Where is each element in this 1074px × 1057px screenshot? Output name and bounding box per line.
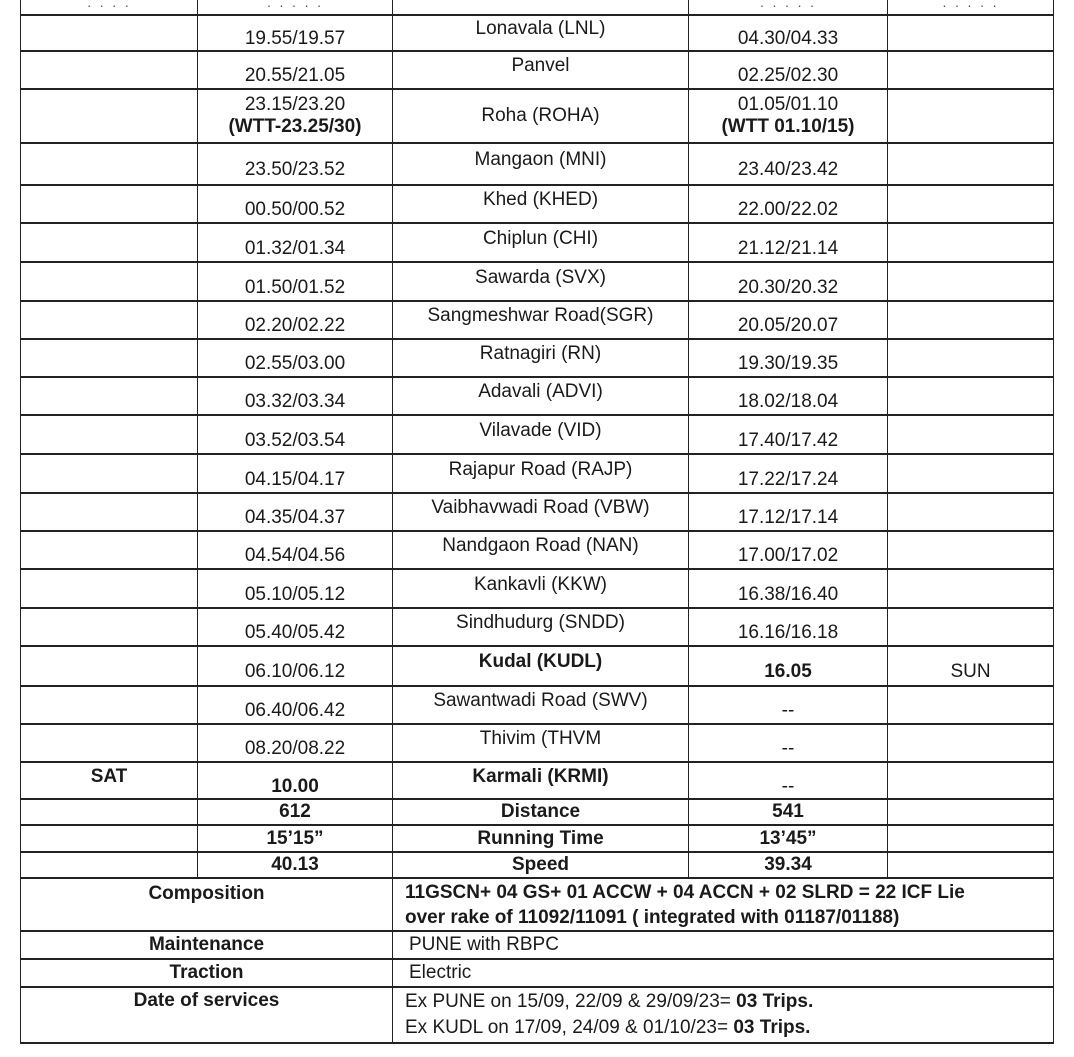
up-time-cell (197, 455, 392, 492)
maintenance-label-text: Maintenance (148, 934, 265, 955)
summary-empty-cell (887, 800, 1054, 824)
station-name: Mangaon (MNI) (474, 149, 607, 170)
station-cell (392, 186, 688, 222)
day-up-cell (20, 144, 197, 184)
station-row (20, 763, 1054, 800)
day-up-cell (20, 687, 197, 723)
down-time-cell (688, 144, 887, 184)
header-text: · · · · · (942, 0, 999, 13)
station-name: Vilavade (VID) (479, 419, 602, 441)
station-row (20, 340, 1054, 378)
day-up-cell (20, 532, 197, 568)
station-cell (392, 416, 688, 453)
station-cell (392, 16, 688, 50)
up-time: 01.32/01.34 (244, 237, 346, 259)
day-up-cell (20, 263, 197, 300)
up-time-cell (197, 416, 392, 453)
down-time: 16.05 (764, 661, 812, 682)
station-name: Sawantwadi Road (SWV) (433, 690, 648, 711)
station-name: Kankavli (KKW) (473, 573, 608, 595)
up-time: 02.55/03.00 (244, 353, 346, 374)
summary-up-value: 612 (279, 801, 311, 822)
up-time: 20.55/21.05 (244, 65, 346, 86)
maintenance-label (20, 932, 392, 958)
station-name: Rajapur Road (RAJP) (448, 458, 633, 480)
header-text: · · · · · (266, 0, 324, 13)
up-time-cell (197, 224, 392, 261)
up-time: 02.20/02.22 (244, 315, 346, 336)
down-time: 16.38/16.40 (737, 583, 839, 605)
up-wtt-note: (WTT-23.25/30) (228, 116, 362, 137)
header-cell (392, 0, 688, 14)
station-name: Roha (ROHA) (481, 105, 600, 126)
up-time-cell (197, 532, 392, 568)
summary-up-value: 15’15” (266, 827, 324, 849)
station-name: Karmali (KRMI) (472, 765, 609, 787)
down-time: 21.12/21.14 (737, 237, 839, 259)
station-row (20, 90, 1054, 144)
station-name: Vaibhavwadi Road (VBW) (431, 497, 650, 518)
down-time-cell (688, 687, 887, 723)
summary-label-cell (392, 853, 688, 877)
up-time: 23.50/23.52 (244, 159, 346, 180)
up-time-cell (197, 647, 392, 685)
station-row (20, 186, 1054, 224)
summary-empty-cell (20, 800, 197, 824)
dates-line-1-trips: 03 Trips. (736, 991, 814, 1012)
up-time-cell (197, 763, 392, 798)
station-row (20, 263, 1054, 302)
down-time: 02.25/02.30 (737, 65, 839, 86)
down-time: -- (781, 775, 795, 797)
up-time: 05.40/05.42 (244, 622, 346, 643)
day-up-text: SAT (90, 765, 128, 787)
day-up-cell (20, 186, 197, 222)
summary-empty-cell (887, 853, 1054, 877)
dates-line-1-text: Ex PUNE on 15/09, 22/09 & 29/09/23= (405, 991, 737, 1012)
up-time-cell (197, 263, 392, 300)
down-time-cell (688, 763, 887, 798)
maintenance-value (392, 932, 1054, 958)
up-time-cell (197, 16, 392, 50)
down-time-cell (688, 725, 887, 761)
station-cell (392, 609, 688, 645)
up-time-cell (197, 378, 392, 414)
day-up-cell (20, 302, 197, 338)
day-up-cell (20, 378, 197, 414)
down-time-cell (688, 52, 887, 88)
day-down-cell (887, 532, 1054, 568)
up-time-cell (197, 90, 392, 142)
up-time-cell (197, 52, 392, 88)
down-time-cell (688, 186, 887, 222)
traction-label (20, 960, 392, 986)
station-cell (392, 532, 688, 568)
station-cell (392, 340, 688, 376)
up-time: 04.54/04.56 (244, 545, 346, 566)
summary-label-cell (392, 826, 688, 851)
day-down-cell (887, 263, 1054, 300)
maintenance-row (20, 932, 1054, 960)
station-name: Sindhudurg (SNDD) (456, 612, 625, 633)
composition-label-text: Composition (148, 883, 265, 904)
station-cell (392, 378, 688, 414)
down-time: -- (781, 738, 795, 759)
day-up-cell (20, 224, 197, 261)
composition-line-1: 11GSCN+ 04 GS+ 01 ACCW + 04 ACCN + 02 SLRD = 22 ICF Lie (405, 881, 965, 903)
day-down-cell (887, 144, 1054, 184)
up-time: 06.10/06.12 (244, 661, 346, 682)
day-up-cell (20, 416, 197, 453)
station-name: Khed (KHED) (482, 189, 599, 210)
station-cell (392, 224, 688, 261)
summary-label: Running Time (477, 827, 604, 849)
up-time: 08.20/08.22 (244, 738, 346, 759)
station-row (20, 532, 1054, 570)
station-cell (392, 687, 688, 723)
down-time: 01.05/01.10 (737, 94, 839, 115)
down-time: -- (781, 700, 795, 721)
traction-value (392, 960, 1054, 986)
station-cell (392, 144, 688, 184)
up-time: 10.00 (271, 775, 319, 797)
down-time: 16.16/16.18 (737, 622, 839, 643)
up-time-cell (197, 144, 392, 184)
traction-row (20, 960, 1054, 988)
down-time-cell (688, 302, 887, 338)
day-down-cell (887, 763, 1054, 798)
down-time-cell (688, 416, 887, 453)
header-cell (20, 0, 197, 14)
down-time: 17.12/17.14 (737, 507, 839, 528)
down-time: 17.00/17.02 (737, 545, 839, 566)
dates-line-2 (405, 1015, 810, 1041)
day-down-cell (887, 302, 1054, 338)
summary-row (20, 800, 1054, 826)
dates-line-2-text: Ex KUDL on 17/09, 24/09 & 01/10/23= (405, 1017, 734, 1038)
day-up-cell (20, 647, 197, 685)
station-row (20, 687, 1054, 725)
day-up-cell (20, 52, 197, 88)
day-down-cell (887, 570, 1054, 607)
summary-up-value: 40.13 (271, 854, 319, 875)
summary-label-cell (392, 800, 688, 824)
summary-down-value: 13’45” (759, 827, 817, 849)
summary-down-value-cell (688, 826, 887, 851)
header-cell (688, 0, 887, 14)
station-cell (392, 455, 688, 492)
up-time-cell (197, 725, 392, 761)
down-time-cell (688, 16, 887, 50)
station-name: Kudal (KUDL) (478, 651, 603, 672)
day-down-cell (887, 455, 1054, 492)
up-time: 19.55/19.57 (244, 28, 346, 49)
up-time: 01.50/01.52 (244, 276, 346, 298)
station-row (20, 144, 1054, 186)
up-time: 03.52/03.54 (244, 429, 346, 451)
station-row (20, 16, 1054, 52)
station-row (20, 647, 1054, 687)
station-name: Thivim (THVM (479, 728, 602, 749)
summary-row (20, 826, 1054, 853)
up-time: 23.15/23.20 (244, 94, 346, 115)
dates-value (392, 988, 1054, 1042)
station-row (20, 570, 1054, 609)
header-text: · · · · · (759, 0, 817, 13)
day-down-cell (887, 52, 1054, 88)
composition-row (20, 879, 1054, 932)
day-down-cell (887, 90, 1054, 142)
summary-up-value-cell (197, 826, 392, 851)
maintenance-value-text: PUNE with RBPC (409, 934, 559, 955)
station-cell (392, 725, 688, 761)
summary-label: Distance (500, 801, 581, 822)
station-cell (392, 52, 688, 88)
down-time-cell (688, 224, 887, 261)
down-time-cell (688, 570, 887, 607)
down-time-cell (688, 455, 887, 492)
summary-empty-cell (20, 826, 197, 851)
day-up-cell (20, 494, 197, 530)
down-time: 23.40/23.42 (737, 159, 839, 180)
composition-line-2: over rake of 11092/11091 ( integrated with 01187/01188) (405, 906, 900, 928)
day-up-cell (20, 90, 197, 142)
up-time-cell (197, 302, 392, 338)
up-time-cell (197, 494, 392, 530)
down-time: 17.40/17.42 (737, 429, 839, 451)
up-time-cell (197, 340, 392, 376)
dates-label-text: Date of services (133, 990, 280, 1011)
station-cell (392, 763, 688, 798)
up-time-cell (197, 570, 392, 607)
down-time: 17.22/17.24 (737, 468, 839, 490)
station-name: Ratnagiri (RN) (479, 343, 602, 364)
up-time: 04.35/04.37 (244, 507, 346, 528)
up-time-cell (197, 186, 392, 222)
down-time: 22.00/22.02 (737, 199, 839, 220)
station-name: Lonavala (LNL) (475, 18, 606, 39)
summary-row (20, 853, 1054, 879)
station-cell (392, 90, 688, 142)
down-time: 19.30/19.35 (737, 353, 839, 374)
header-cell (887, 0, 1054, 14)
header-fragment-row (20, 0, 1054, 16)
header-cell (197, 0, 392, 14)
day-up-cell (20, 570, 197, 607)
down-time-cell (688, 263, 887, 300)
day-up-cell (20, 725, 197, 761)
down-time-cell (688, 494, 887, 530)
station-name: Panvel (511, 55, 570, 76)
station-name: Sangmeshwar Road(SGR) (427, 305, 654, 326)
summary-label: Speed (511, 854, 570, 875)
station-name: Chiplun (CHI) (482, 227, 599, 249)
up-time: 06.40/06.42 (244, 700, 346, 721)
up-time: 00.50/00.52 (244, 199, 346, 220)
summary-empty-cell (887, 826, 1054, 851)
up-time: 04.15/04.17 (244, 468, 346, 490)
station-row (20, 302, 1054, 340)
station-row (20, 455, 1054, 494)
station-row (20, 416, 1054, 455)
station-row (20, 378, 1054, 416)
day-up-cell (20, 763, 197, 798)
day-up-cell (20, 455, 197, 492)
station-name: Sawarda (SVX) (475, 266, 606, 288)
summary-up-value-cell (197, 853, 392, 877)
down-time-cell (688, 340, 887, 376)
station-row (20, 494, 1054, 532)
station-cell (392, 302, 688, 338)
day-down-text: SUN (950, 661, 991, 682)
down-time: 20.30/20.32 (737, 276, 839, 298)
station-cell (392, 263, 688, 300)
composition-value (392, 879, 1054, 930)
down-time-cell (688, 609, 887, 645)
dates-line-2-trips: 03 Trips. (733, 1017, 811, 1038)
up-time-cell (197, 609, 392, 645)
day-up-cell (20, 609, 197, 645)
day-down-cell (887, 647, 1054, 685)
up-time: 03.32/03.34 (244, 391, 346, 412)
station-cell (392, 494, 688, 530)
dates-line-1 (405, 989, 813, 1015)
day-up-cell (20, 16, 197, 50)
day-down-cell (887, 416, 1054, 453)
dates-label (20, 988, 392, 1042)
down-time: 20.05/20.07 (737, 315, 839, 336)
dates-row (20, 988, 1054, 1044)
summary-empty-cell (20, 853, 197, 877)
down-time-cell (688, 90, 887, 142)
summary-down-value-cell (688, 800, 887, 824)
summary-up-value-cell (197, 800, 392, 824)
station-name: Nandgaon Road (NAN) (442, 535, 639, 556)
traction-value-text: Electric (409, 962, 472, 983)
summary-down-value: 541 (772, 801, 804, 822)
station-cell (392, 647, 688, 685)
traction-label-text: Traction (169, 962, 244, 983)
day-down-cell (887, 186, 1054, 222)
day-down-cell (887, 609, 1054, 645)
summary-down-value-cell (688, 853, 887, 877)
day-down-cell (887, 494, 1054, 530)
up-time-cell (197, 687, 392, 723)
station-cell (392, 570, 688, 607)
day-down-cell (887, 224, 1054, 261)
day-down-cell (887, 340, 1054, 376)
summary-down-value: 39.34 (764, 854, 812, 875)
station-row (20, 725, 1054, 763)
day-down-cell (887, 16, 1054, 50)
day-down-cell (887, 687, 1054, 723)
up-time: 05.10/05.12 (244, 583, 346, 605)
day-down-cell (887, 725, 1054, 761)
day-up-cell (20, 340, 197, 376)
station-row (20, 609, 1054, 647)
down-time: 04.30/04.33 (737, 28, 839, 49)
down-wtt-note: (WTT 01.10/15) (721, 116, 855, 137)
header-text: · · · · (86, 0, 132, 13)
down-time-cell (688, 378, 887, 414)
station-name: Adavali (ADVI) (478, 381, 603, 402)
down-time-cell (688, 532, 887, 568)
down-time: 18.02/18.04 (737, 391, 839, 412)
station-row (20, 52, 1054, 90)
day-down-cell (887, 378, 1054, 414)
composition-label (20, 879, 392, 930)
down-time-cell (688, 647, 887, 685)
station-row (20, 224, 1054, 263)
